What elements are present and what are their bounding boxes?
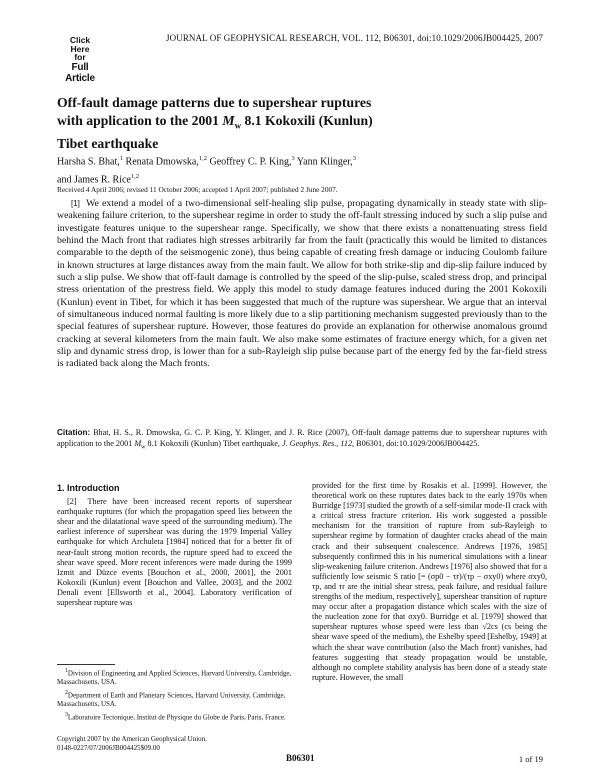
citation-mw-sub: w <box>141 444 146 451</box>
footnote-1-text: Division of Engineering and Applied Sciences, Harvard University, Cambridge, Massachusetts, USA. <box>57 669 292 687</box>
footnote-divider <box>57 664 115 665</box>
author-2: Renata Dmowska, <box>125 156 199 168</box>
copyright-notice <box>57 735 207 753</box>
citation-mw-m: M <box>134 439 142 449</box>
footnote-3-mark: 3 <box>65 711 68 718</box>
title-mw-m: M <box>222 112 235 128</box>
right-column <box>312 481 547 683</box>
copyright-line-2: 0148-0227/07/2006JB004425$09.00 <box>57 743 160 752</box>
abstract <box>57 198 547 371</box>
journal-header: JOURNAL OF GEOPHYSICAL RESEARCH, VOL. 112, B06301, doi:10.1029/2006JB004425, 2007 <box>166 33 543 43</box>
footnote-2-text: Department of Earth and Planetary Sciences, Harvard University, Cambridge, Massachusetts, USA. <box>57 691 286 709</box>
footnote-1 <box>57 667 295 687</box>
badge-line-5: Article <box>65 72 95 84</box>
title-part-2: 8.1 Kokoxili (Kunlun) Tibet earthquake <box>57 112 373 151</box>
footer-article-code: B06301 <box>286 753 315 763</box>
intro-para-number: [2] <box>67 497 77 507</box>
badge-line-3: for <box>74 52 86 62</box>
badge-line-1: Click <box>69 35 91 45</box>
footnote-1-mark: 1 <box>65 668 68 674</box>
badge-line-2: Here <box>70 43 90 54</box>
author-1: Harsha S. Bhat, <box>57 156 120 168</box>
footnote-2-mark: 2 <box>65 689 68 696</box>
title-mw-sub: w <box>234 120 242 131</box>
author-2-affil: 1,2 <box>198 155 207 162</box>
abstract-text: We extend a model of a two-dimensional self-healing slip pulse, propagating dynamically in steady state with slip-weakening failure criterion, to the supershear regime in order to study the off-fault stressing induced by such a slip pulse and investigate features unique to the supershear range. Specifically, we show that there exists a nonattenuating stress field behind the Mach front that radiates high stresses arbitrarily far from the fault (practically this would be limited to distances comparable to the depth of the seismogenic zone), thus being capable of creating fresh damage or inducing Coulomb failure in known structures at large distances away from the main fault. We allow for both strike-slip and dip-slip failure induced by such a slip pulse. We show that off-fault damage is controlled by the speed of the slip-pulse, scaled stress drop, and principal stress orientation of the prestress field. We apply this model to study damage features induced during the 2001 Kokoxili (Kunlun) event in Tibet, for which it has been suggested that much of the rupture was supershear. We argue that an interval of simultaneous induced normal faulting is more likely due to a slip partitioning mechanism suggested previously than to the special features of supershear rupture. However, those features do provide an explanation for otherwise anomalous ground cracking at several kilometers from the main fault. We also make some estimates of fracture energy which, for a given net slip and dynamic stress drop, is lower than for a sub-Rayleigh slip pulse because part of the energy fed by the far-field stress is radiated back along the Mach fronts. <box>57 198 547 370</box>
right-column-text: provided for the first time by Rosakis et al. [1999]. However, the theoretical work on these ruptures dates back to the early 1970s when Burridge [1973] studied the growth of a self-similar mode-II crack with a critical stress fracture criterion. His work suggested a possible mechanism for the transition of rupture from sub-Rayleigh to supershear regime by formation of daughter cracks ahead of the main crack and their subsequent coalescence. Andrews [1976, 1985] subsequently confirmed this in his numerical simulations with a linear slip-weakening failure criterion. Andrews [1976] also showed that for a sufficiently low seismic S ratio [= (σp0 − τr)/(τp − σxy0) where σxy0, τp, and τr are the initial shear stress, peak failure, and residual failure strengths of the medium, respectively], supershear transition of rupture may occur after a propagation distance which scales with the size of the nucleation zone for that σxy0. Burridge et al. [1979] showed that supershear ruptures whose speed were less than √2cs (cs being the shear wave speed of the medium), the Eshelby speed [Eshelby, 1949] at which the shear wave contribution (also the Mach front) vanishes, had features suggesting that steady propagation would be unstable, although no complete stability analysis has been done of a steady state rupture. However, the small <box>312 481 547 682</box>
author-4-affil: 3 <box>352 155 356 162</box>
paper-title <box>57 94 397 152</box>
section-heading: 1. Introduction <box>57 483 120 493</box>
citation-text-1: Bhat, H. S., R. Dmowska, G. C. P. King, Y. Klinger, and J. R. Rice (2007), Off-fault damage patterns due to supershear ruptures with application to the 2001 <box>57 428 547 449</box>
footnote-3-text: Laboratoire Tectonique, Institut de Physique du Globe de Paris, Paris, France. <box>67 713 286 722</box>
author-5-affil: 1,2 <box>130 172 139 180</box>
citation-label: Citation: <box>57 428 91 437</box>
citation-text-3: B06301, doi:10.1029/2006JB004425. <box>354 439 480 449</box>
footnote-2 <box>57 689 295 709</box>
citation <box>57 427 547 454</box>
intro-paragraph <box>57 497 292 608</box>
copyright-line-1: Copyright 2007 by the American Geophysical Union. <box>57 735 207 743</box>
abstract-para-number: [1] <box>71 199 80 208</box>
affiliation-footnotes <box>57 667 295 724</box>
citation-journal: J. Geophys. Res., 112, <box>281 439 355 449</box>
title-part-1: Off-fault damage patterns due to supershear ruptures with application to the 2001 <box>57 95 372 128</box>
badge-line-4: Full <box>71 61 89 73</box>
author-list <box>57 152 457 188</box>
author-3: Geoffrey C. P. King, <box>209 156 292 168</box>
author-3-affil: 3 <box>291 155 295 162</box>
footer-page-number: 1 of 19 <box>518 754 543 764</box>
author-1-affil: 1 <box>119 155 124 162</box>
left-column <box>57 483 292 608</box>
click-here-full-article-link[interactable] <box>60 35 100 84</box>
received-dates: Received 4 April 2006; revised 11 October 2006; accepted 1 April 2007; published 2 June 2007. <box>57 185 338 194</box>
intro-text: There have been increased recent reports of supershear earthquake ruptures (for which the propagation speed lies between the shear and the dilatational wave speed of the surrounding medium). The earliest inference of supershear was during the 1979 Imperial Valley earthquake for which Archuleta [1984] noticed that for a better fit of near-fault strong motion records, the rupture speed had to exceed the shear wave speed. More recent inferences were made during the 1999 Izmit and Düzce events [Bouchon et al., 2000, 2001], the 2001 Kokoxili (Kunlun) event [Bouchon and Vallee, 2003], and the 2002 Denali event [Ellsworth et al., 2004]. Laboratory verification of supershear rupture was <box>57 497 292 608</box>
author-5: and James R. Rice <box>57 174 131 186</box>
author-4: Yann Klinger, <box>296 156 353 168</box>
citation-text-2: 8.1 Kokoxili (Kunlun) Tibet earthquake, <box>145 439 282 449</box>
footnote-3 <box>57 711 295 722</box>
